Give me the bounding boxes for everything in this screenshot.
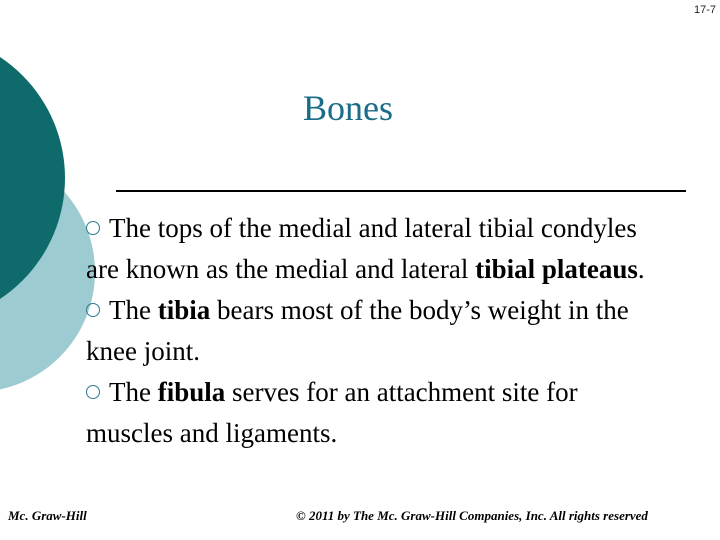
bold-term: tibial plateaus — [475, 254, 638, 284]
bullet-text: bears most of the body’s weight in the knee joint. — [86, 295, 629, 366]
publisher-label: Mc. Graw-Hill — [8, 508, 87, 523]
hollow-circle-bullet-icon — [86, 385, 100, 399]
bold-term: tibia — [157, 295, 211, 325]
title-underline — [116, 190, 686, 192]
bullet-item — [86, 208, 646, 290]
slide-number: 17-7 — [693, 4, 716, 16]
hollow-circle-bullet-icon — [86, 221, 100, 235]
bullet-item — [86, 372, 646, 454]
bullet-text: serves for an attachment site for muscles and ligaments. — [86, 377, 578, 448]
bullet-text: The — [109, 377, 158, 407]
bullet-text: The tops of the medial and lateral tibial condyles are known as the medial and lateral — [86, 213, 637, 284]
bullet-item — [86, 290, 646, 372]
bold-term: fibula — [157, 377, 226, 407]
bullet-list — [86, 208, 646, 454]
slide-title: Bones — [303, 88, 393, 128]
copyright-notice: © 2011 by The Mc. Graw-Hill Companies, Inc. All rights reserved — [296, 508, 648, 523]
hollow-circle-bullet-icon — [86, 303, 100, 317]
bullet-text: . — [637, 254, 645, 284]
bullet-text: The — [109, 295, 158, 325]
